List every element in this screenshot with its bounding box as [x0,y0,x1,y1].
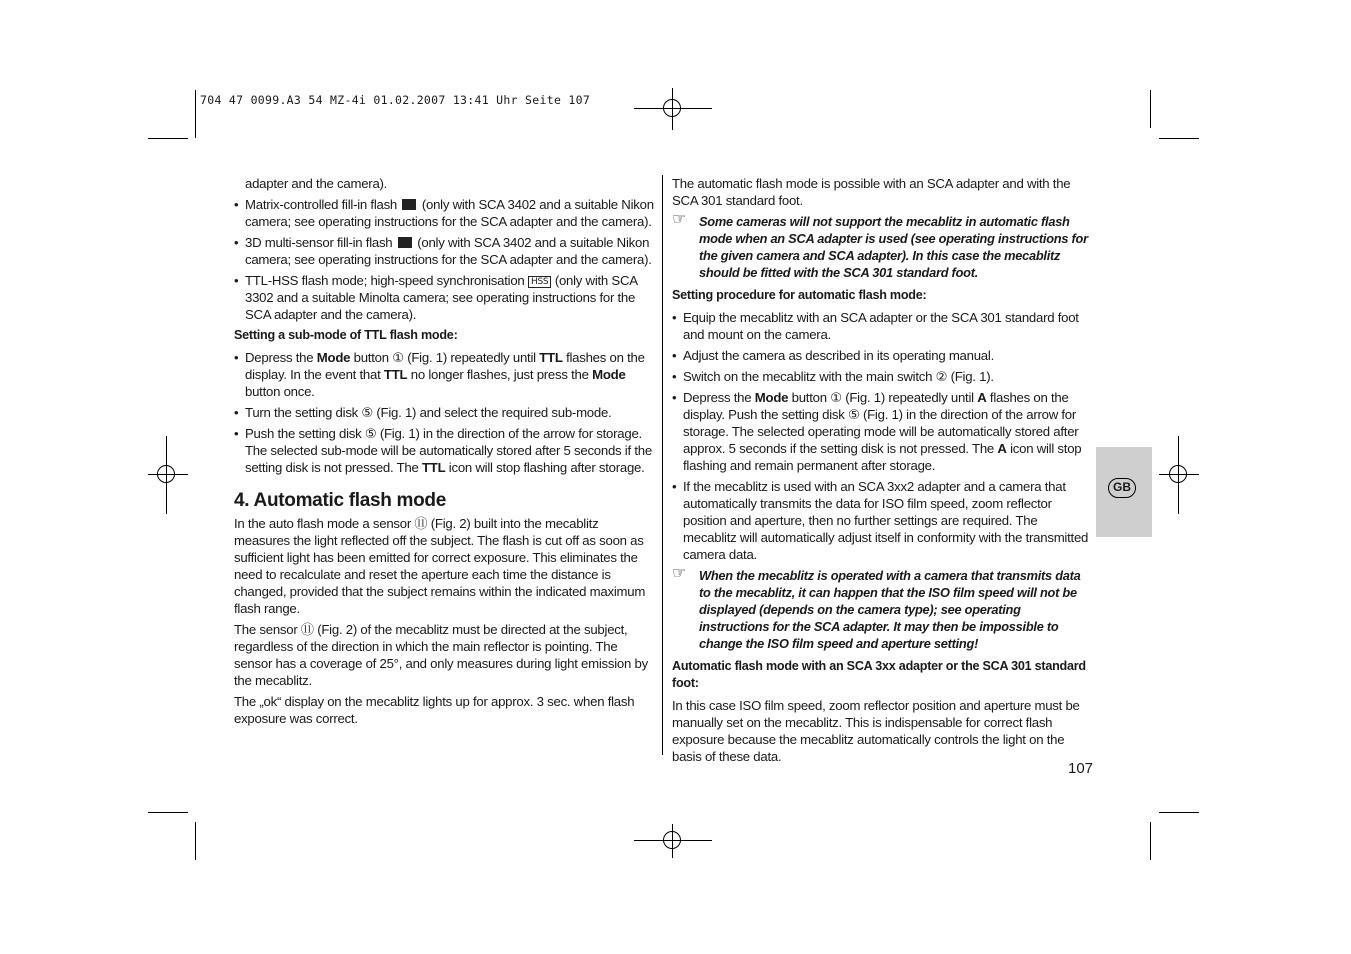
list-item: • TTL-HSS flash mode; high-speed synchronisation HSS (only with SCA 3302 and a suitable Minolta camera; see operating instructions for the SCA adapter and the camera). [234,273,638,322]
list-item: • 3D multi-sensor fill-in flash (only with SCA 3402 and a suitable Nikon camera; see operating instructions for the SCA adapter and the camera). [234,235,652,267]
list-item: • If the mecablitz is used with an SCA 3xx2 adapter and a camera that automatically transmits the data for ISO film speed, zoom reflector position and aperture, then no further settings are required. The mecablitz will automatically adjust itself in conformity with the transmitted camera data. [672,479,1089,562]
list-item: • Adjust the camera as described in its operating manual. [672,348,994,363]
pointing-hand-icon: ☞ [672,211,687,228]
sub-heading: Automatic flash mode with an SCA 3xx adapter or the SCA 301 standard foot: [672,659,1086,690]
note: ☞ When the mecablitz is operated with a camera that transmits data to the mecablitz, it can happen that the ISO film speed will not be displayed (depends on the camera type); see operating instructions for the SCA adapter. It may then be impossible to change the ISO film speed and aperture setting! [672,565,1081,651]
crop-mark [1150,90,1151,128]
list-item: • Equip the mecablitz with an SCA adapter or the SCA 301 standard foot and mount on the camera. [672,310,1079,342]
continued-text: adapter and the camera). [245,176,388,191]
crop-mark [195,822,196,860]
page-number: 107 [1068,760,1094,777]
paragraph: The sensor ⑪ (Fig. 2) of the mecablitz must be directed at the subject, regardless of the direction in which the main reflector is pointing. The sensor has a coverage of 25°, and only measures during light emission by the mecablitz. [234,622,648,688]
section-title: 4. Automatic flash mode [234,490,446,511]
column-divider [662,175,663,755]
crop-mark [148,812,188,813]
right-column [672,175,1092,769]
list-item: • Turn the setting disk ⑤ (Fig. 1) and select the required sub-mode. [234,405,612,420]
crop-mark [1159,812,1199,813]
paragraph: In this case ISO film speed, zoom reflector position and aperture must be manually set on the mecablitz. This is indispensable for correct flash exposure because the mecablitz automatically controls the light on the basis of these data. [672,698,1080,764]
list-item: • Depress the Mode button ① (Fig. 1) repeatedly until TTL flashes on the display. In the event that TTL no longer flashes, just press the Mode button once. [234,350,645,399]
sub-heading: Setting a sub-mode of TTL flash mode: [234,328,458,342]
language-tab [1096,447,1152,537]
hss-icon: HSS [528,276,551,288]
pointing-hand-icon: ☞ [672,565,687,582]
list-item: • Push the setting disk ⑤ (Fig. 1) in the direction of the arrow for storage. The selected sub-mode will be automatically stored after 5 seconds if the setting disk is not pressed. The TTL icon will stop flashing after storage. [234,426,652,475]
note: ☞ Some cameras will not support the mecablitz in automatic flash mode when an SCA adapter is used (see operating instructions for the given camera and SCA adapter). In this case the mecablitz should be fitted with the SCA 301 standard foot. [672,211,1088,280]
sub-heading: Setting procedure for automatic flash mode: [672,288,927,302]
list-item: • Switch on the mecablitz with the main switch ② (Fig. 1). [672,369,994,384]
print-slug: 704 47 0099.A3 54 MZ-4i 01.02.2007 13:41 Uhr Seite 107 [200,93,591,107]
paragraph: The „ok“ display on the mecablitz lights up for approx. 3 sec. when flash exposure was correct. [234,694,635,726]
matrix-fill-flash-icon [402,199,416,210]
paragraph: In the auto flash mode a sensor ⑪ (Fig. 2) built into the mecablitz measures the light reflected off the subject. The flash is cut off as soon as sufficient light has been emitted for correct exposure. This eliminates the need to recalculate and reset the aperture each time the distance is changed, provided that the subject remains within the indicated maximum flash range. [234,516,646,616]
3d-multi-sensor-icon [398,237,412,248]
paragraph: The automatic flash mode is possible with an SCA adapter and with the SCA 301 standard foot. [672,176,1071,208]
list-item: • Matrix-controlled fill-in flash (only with SCA 3402 and a suitable Nikon camera; see operating instructions for the SCA adapter and the camera). [234,197,654,229]
list-item: • Depress the Mode button ① (Fig. 1) repeatedly until A flashes on the display. Push the setting disk ⑤ (Fig. 1) in the direction of the arrow for storage. The selected operating mode will be automatically stored after approx. 5 seconds if the setting disk is not pressed. The A icon will stop flashing and remain permanent after storage. [672,390,1082,473]
left-column [234,175,654,731]
crop-mark [1159,138,1199,139]
crop-mark [1150,822,1151,860]
crop-mark [148,138,188,139]
crop-mark [195,90,196,138]
language-badge: GB [1108,478,1136,498]
